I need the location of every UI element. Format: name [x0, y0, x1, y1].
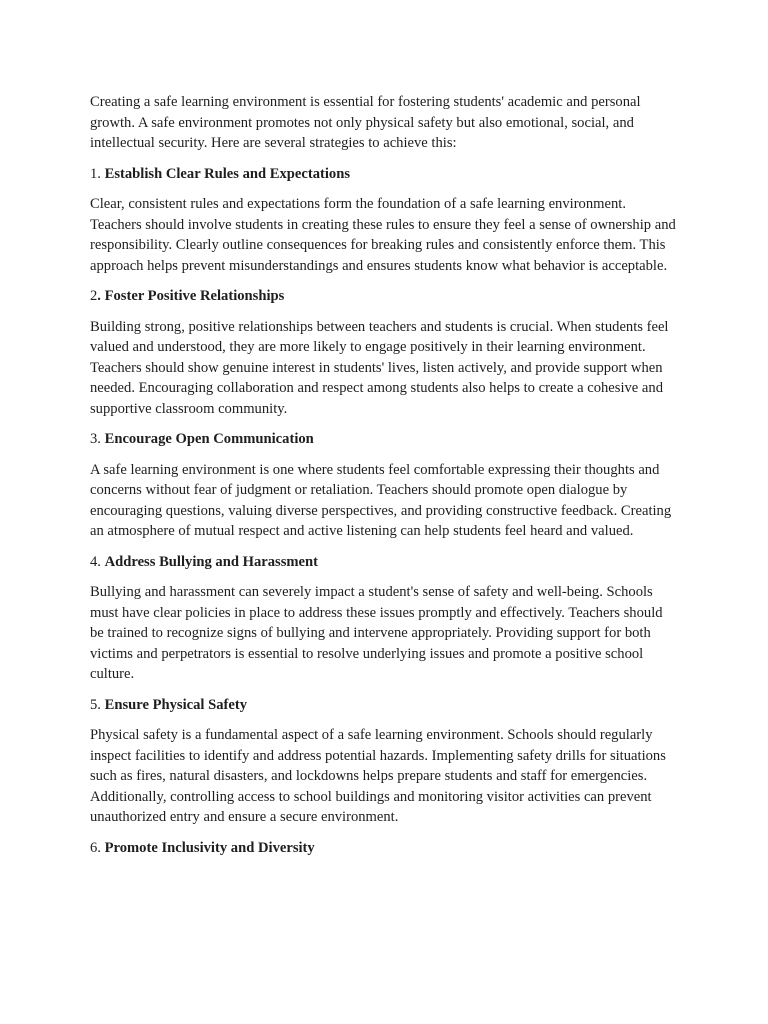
section-number: 5. — [90, 696, 105, 713]
section-number: 1. — [90, 165, 105, 182]
section-title: Establish Clear Rules and Expectations — [104, 165, 351, 182]
section-body-2: Building strong, positive relationships between teachers and students is crucial. When students feel valued and understood, they are more likely to engage positively in their learning environment. Teachers should show genuine interest in students' lives, listen actively, and provide support when needed. Encouraging collaboration and respect among students also helps to create a cohesive and supportive classroom community. — [90, 318, 669, 417]
section-number: 4. — [90, 553, 105, 570]
section-body-3: A safe learning environment is one where students feel comfortable expressing their thoughts and concerns without fear of judgment or retaliation. Teachers should promote open dialogue by encouraging questions, valuing diverse perspectives, and providing constructive feedback. Creating an atmosphere of mutual respect and active listening can help students feel heard and valued. — [90, 461, 672, 539]
section-heading-6 — [90, 838, 676, 859]
section-title: Address Bullying and Harassment — [104, 553, 319, 570]
section-title: Promote Inclusivity and Diversity — [104, 839, 315, 856]
document-page — [90, 92, 676, 868]
section-heading-3 — [90, 429, 676, 450]
section-body-5: Physical safety is a fundamental aspect of a safe learning environment. Schools should regularly inspect facilities to identify and address potential hazards. Implementing safety drills for situations such as fires, natural disasters, and lockdowns helps prepare students and staff for emergencies. Additionally, controlling access to school buildings and monitoring visitor activities can prevent unauthorized entry and ensure a secure environment. — [90, 727, 666, 825]
section-number: 3. — [90, 431, 105, 447]
section-heading-2 — [90, 286, 676, 307]
section-number: 2 — [90, 288, 98, 304]
section-body-1: Clear, consistent rules and expectations form the foundation of a safe learning environment. Teachers should involve students in creating these rules to ensure they feel a sense of ownership and responsibility. Clearly outline consequences for breaking rules and consistently enforce them. This approach helps prevent misunderstandings and ensures students know what behavior is acceptable. — [90, 196, 676, 274]
section-title: Ensure Physical Safety — [104, 696, 248, 713]
section-heading-4 — [90, 552, 676, 573]
section-title: . Foster Positive Relationships — [97, 288, 285, 304]
section-number: 6. — [90, 839, 105, 856]
section-heading-5 — [90, 695, 676, 716]
section-heading-1 — [90, 164, 676, 185]
section-title: Encourage Open Communication — [104, 431, 314, 447]
section-body-4: Bullying and harassment can severely impact a student's sense of safety and well-being. Schools must have clear policies in place to address these issues promptly and effectively. Teachers should be trained to recognize signs of bullying and intervene appropriately. Providing support for both victims and perpetrators is essential to resolve underlying issues and promote a positive school culture. — [90, 584, 663, 682]
intro-paragraph: Creating a safe learning environment is essential for fostering students' academic and personal growth. A safe environment promotes not only physical safety but also emotional, social, and intellectual security. Here are several strategies to achieve this: — [90, 94, 641, 151]
